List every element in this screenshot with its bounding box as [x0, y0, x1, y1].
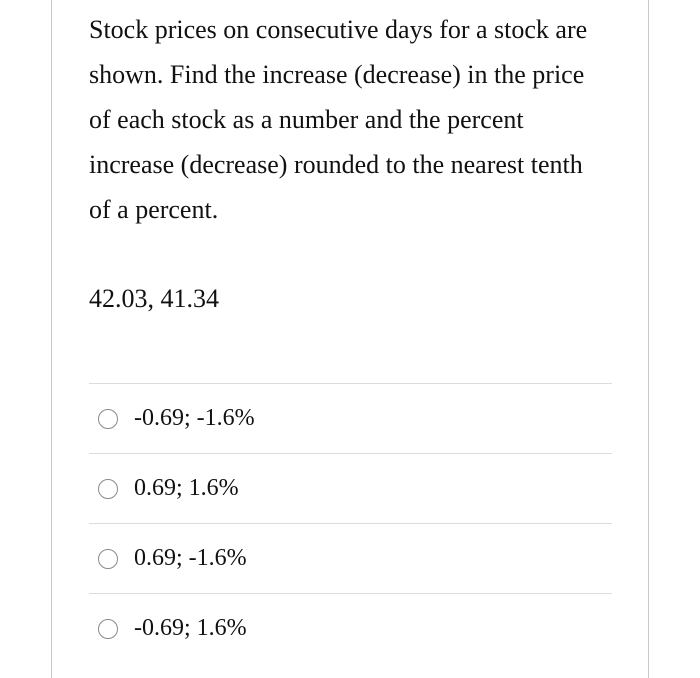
option-label: -0.69; 1.6%: [134, 615, 247, 641]
stock-prices: 42.03, 41.34: [89, 284, 219, 313]
answer-options: [89, 383, 612, 663]
option-label: 0.69; 1.6%: [134, 475, 239, 501]
radio-button-icon[interactable]: [98, 619, 118, 639]
answer-option-2[interactable]: [89, 453, 612, 523]
option-label: 0.69; -1.6%: [134, 545, 247, 571]
answer-option-4[interactable]: [89, 593, 612, 663]
question-text: Stock prices on consecutive days for a stock are shown. Find the increase (decrease) in the price of each stock as a number and the percent increase (decrease) rounded to the nearest tenth of a percent.: [89, 15, 588, 224]
answer-option-3[interactable]: [89, 523, 612, 593]
option-label: -0.69; -1.6%: [134, 405, 255, 431]
radio-button-icon[interactable]: [98, 549, 118, 569]
radio-button-icon[interactable]: [98, 479, 118, 499]
answer-option-1[interactable]: [89, 383, 612, 453]
question-panel: [51, 0, 649, 678]
radio-button-icon[interactable]: [98, 409, 118, 429]
